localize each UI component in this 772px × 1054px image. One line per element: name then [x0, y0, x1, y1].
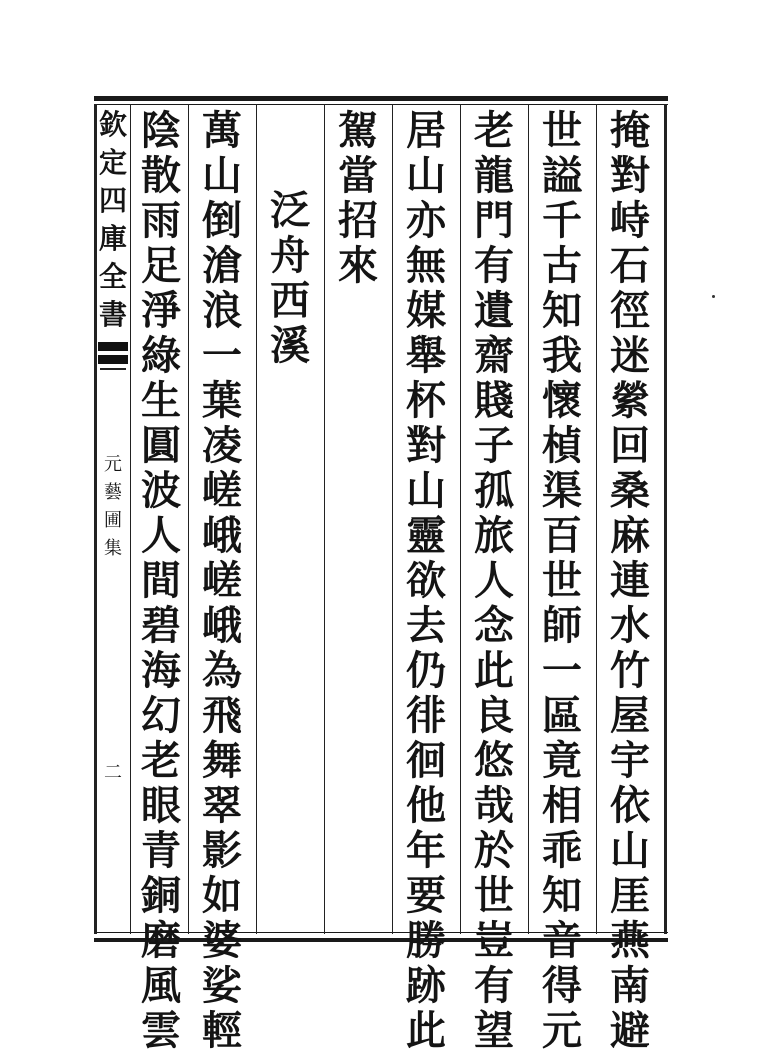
- glyph: 為: [202, 647, 242, 694]
- glyph: 波: [141, 467, 181, 514]
- glyph: 藝: [104, 482, 122, 503]
- glyph: 楨: [542, 422, 582, 469]
- glyph: 知: [542, 872, 582, 919]
- glyph: 間: [141, 557, 181, 604]
- glyph: 如: [202, 872, 242, 919]
- glyph: 千: [542, 197, 582, 244]
- text-column-2: [537, 108, 587, 1053]
- glyph: 音: [542, 917, 582, 964]
- glyph: 泛: [270, 187, 310, 234]
- glyph: 石: [610, 242, 650, 289]
- glyph: 娑: [202, 962, 242, 1009]
- column-divider: [188, 104, 189, 934]
- glyph: 相: [542, 782, 582, 829]
- glyph: 舟: [270, 232, 310, 279]
- frame-top-inner-border: [94, 104, 668, 105]
- glyph: 山: [202, 152, 242, 199]
- fold-margin: [96, 106, 130, 932]
- glyph: 碧: [141, 602, 181, 649]
- glyph: 舉: [406, 332, 446, 379]
- glyph: 一: [542, 647, 582, 694]
- glyph: 綠: [141, 332, 181, 379]
- glyph: 媒: [406, 287, 446, 334]
- glyph: 舞: [202, 737, 242, 784]
- glyph: 四: [98, 184, 127, 217]
- glyph: 翠: [202, 782, 242, 829]
- glyph: 避: [610, 1007, 650, 1054]
- glyph: 古: [542, 242, 582, 289]
- glyph: 山: [406, 152, 446, 199]
- glyph: 婆: [202, 917, 242, 964]
- glyph: 徑: [610, 287, 650, 334]
- column-divider: [324, 104, 325, 934]
- glyph: 圓: [141, 422, 181, 469]
- glyph: 對: [610, 152, 650, 199]
- glyph: 麻: [610, 512, 650, 559]
- glyph: 厓: [610, 872, 650, 919]
- glyph: 書: [98, 298, 127, 331]
- glyph: 孤: [474, 467, 514, 514]
- glyph: 世: [542, 557, 582, 604]
- glyph: 當: [338, 152, 378, 199]
- glyph: 萬: [202, 107, 242, 154]
- frame-top-border: [94, 96, 668, 101]
- glyph: 元: [104, 454, 122, 475]
- paper-speck: [712, 295, 715, 298]
- glyph: 溪: [270, 322, 310, 369]
- glyph: 峨: [202, 512, 242, 559]
- glyph: 世: [542, 107, 582, 154]
- glyph: 凌: [202, 422, 242, 469]
- glyph: 依: [610, 782, 650, 829]
- glyph: 圃: [104, 510, 122, 531]
- glyph: 旅: [474, 512, 514, 559]
- page-number: 二: [104, 762, 122, 783]
- glyph: 老: [474, 107, 514, 154]
- glyph: 葉: [202, 377, 242, 424]
- glyph: 桑: [610, 467, 650, 514]
- glyph: 跡: [406, 962, 446, 1009]
- glyph: 散: [141, 152, 181, 199]
- glyph: 欲: [406, 557, 446, 604]
- frame-right-border: [664, 104, 667, 934]
- glyph: 徊: [406, 737, 446, 784]
- glyph: 影: [202, 827, 242, 874]
- text-column-8: [136, 108, 186, 1053]
- glyph: 海: [141, 647, 181, 694]
- glyph: 門: [474, 197, 514, 244]
- glyph: 青: [141, 827, 181, 874]
- column-divider: [392, 104, 393, 934]
- glyph: 靈: [406, 512, 446, 559]
- glyph: 掩: [610, 107, 650, 154]
- glyph: 龍: [474, 152, 514, 199]
- text-column-3: [469, 108, 519, 1053]
- glyph: 杯: [406, 377, 446, 424]
- glyph: 亦: [406, 197, 446, 244]
- glyph: 對: [406, 422, 446, 469]
- glyph: 有: [474, 242, 514, 289]
- glyph: 元: [542, 1007, 582, 1054]
- column-divider: [528, 104, 529, 934]
- glyph: 去: [406, 602, 446, 649]
- glyph: 峨: [202, 602, 242, 649]
- glyph: 此: [406, 1007, 446, 1054]
- glyph: 銅: [141, 872, 181, 919]
- glyph: 仍: [406, 647, 446, 694]
- glyph: 悠: [474, 737, 514, 784]
- glyph: 集: [104, 538, 122, 559]
- glyph: 百: [542, 512, 582, 559]
- glyph: 輕: [202, 1007, 242, 1054]
- glyph: 渠: [542, 467, 582, 514]
- fishtail-rule: [100, 368, 126, 370]
- glyph: 幻: [141, 692, 181, 739]
- text-column-4: [401, 108, 451, 1053]
- banxin-divider: [130, 104, 131, 934]
- glyph: 山: [406, 467, 446, 514]
- glyph: 勝: [406, 917, 446, 964]
- glyph: 乖: [542, 827, 582, 874]
- glyph: 飛: [202, 692, 242, 739]
- glyph: 年: [406, 827, 446, 874]
- glyph: 子: [474, 422, 514, 469]
- glyph: 定: [98, 146, 127, 179]
- glyph: 浪: [202, 287, 242, 334]
- glyph: 念: [474, 602, 514, 649]
- glyph: 滄: [202, 242, 242, 289]
- glyph: 招: [338, 197, 378, 244]
- text-column-7: [197, 108, 247, 1053]
- glyph: 生: [141, 377, 181, 424]
- column-divider: [596, 104, 597, 934]
- glyph: 有: [474, 962, 514, 1009]
- glyph: 山: [610, 827, 650, 874]
- glyph: 世: [474, 872, 514, 919]
- glyph: 眼: [141, 782, 181, 829]
- glyph: 迷: [610, 332, 650, 379]
- glyph: 齋: [474, 332, 514, 379]
- glyph: 雲: [141, 1007, 181, 1054]
- glyph: 西: [270, 277, 310, 324]
- glyph: 竹: [610, 647, 650, 694]
- glyph: 南: [610, 962, 650, 1009]
- glyph: 要: [406, 872, 446, 919]
- glyph: 人: [474, 557, 514, 604]
- glyph: 竟: [542, 737, 582, 784]
- glyph: 足: [141, 242, 181, 289]
- glyph: 欽: [98, 108, 127, 141]
- book-title: [98, 451, 128, 563]
- glyph: 駕: [338, 107, 378, 154]
- glyph: 來: [338, 242, 378, 289]
- glyph: 人: [141, 512, 181, 559]
- glyph: 嵯: [202, 467, 242, 514]
- text-column-5: [333, 108, 383, 288]
- glyph: 謚: [542, 152, 582, 199]
- glyph: 良: [474, 692, 514, 739]
- glyph: 倒: [202, 197, 242, 244]
- glyph: 此: [474, 647, 514, 694]
- glyph: 得: [542, 962, 582, 1009]
- glyph: 連: [610, 557, 650, 604]
- poem-title: [265, 188, 315, 368]
- glyph: 燕: [610, 917, 650, 964]
- glyph: 懷: [542, 377, 582, 424]
- column-divider: [460, 104, 461, 934]
- glyph: 回: [610, 422, 650, 469]
- glyph: 豈: [474, 917, 514, 964]
- glyph: 區: [542, 692, 582, 739]
- glyph: 一: [202, 332, 242, 379]
- glyph: 師: [542, 602, 582, 649]
- glyph: 屋: [610, 692, 650, 739]
- glyph: 無: [406, 242, 446, 289]
- glyph: 我: [542, 332, 582, 379]
- glyph: 全: [98, 260, 127, 293]
- glyph: 淨: [141, 287, 181, 334]
- fishtail-mark: [98, 342, 128, 364]
- column-divider: [256, 104, 257, 934]
- glyph: 居: [406, 107, 446, 154]
- glyph: 嵯: [202, 557, 242, 604]
- glyph: 峙: [610, 197, 650, 244]
- glyph: 宇: [610, 737, 650, 784]
- glyph: 遺: [474, 287, 514, 334]
- glyph: 老: [141, 737, 181, 784]
- text-column-1: [605, 108, 655, 1053]
- glyph: 望: [474, 1007, 514, 1054]
- glyph: 他: [406, 782, 446, 829]
- glyph: 水: [610, 602, 650, 649]
- glyph: 庫: [98, 222, 127, 255]
- glyph: 磨: [141, 917, 181, 964]
- glyph: 於: [474, 827, 514, 874]
- glyph: 雨: [141, 197, 181, 244]
- glyph: 賤: [474, 377, 514, 424]
- collection-title: [96, 106, 130, 334]
- glyph: 風: [141, 962, 181, 1009]
- glyph: 徘: [406, 692, 446, 739]
- glyph: 陰: [141, 107, 181, 154]
- glyph: 知: [542, 287, 582, 334]
- glyph: 哉: [474, 782, 514, 829]
- glyph: 縈: [610, 377, 650, 424]
